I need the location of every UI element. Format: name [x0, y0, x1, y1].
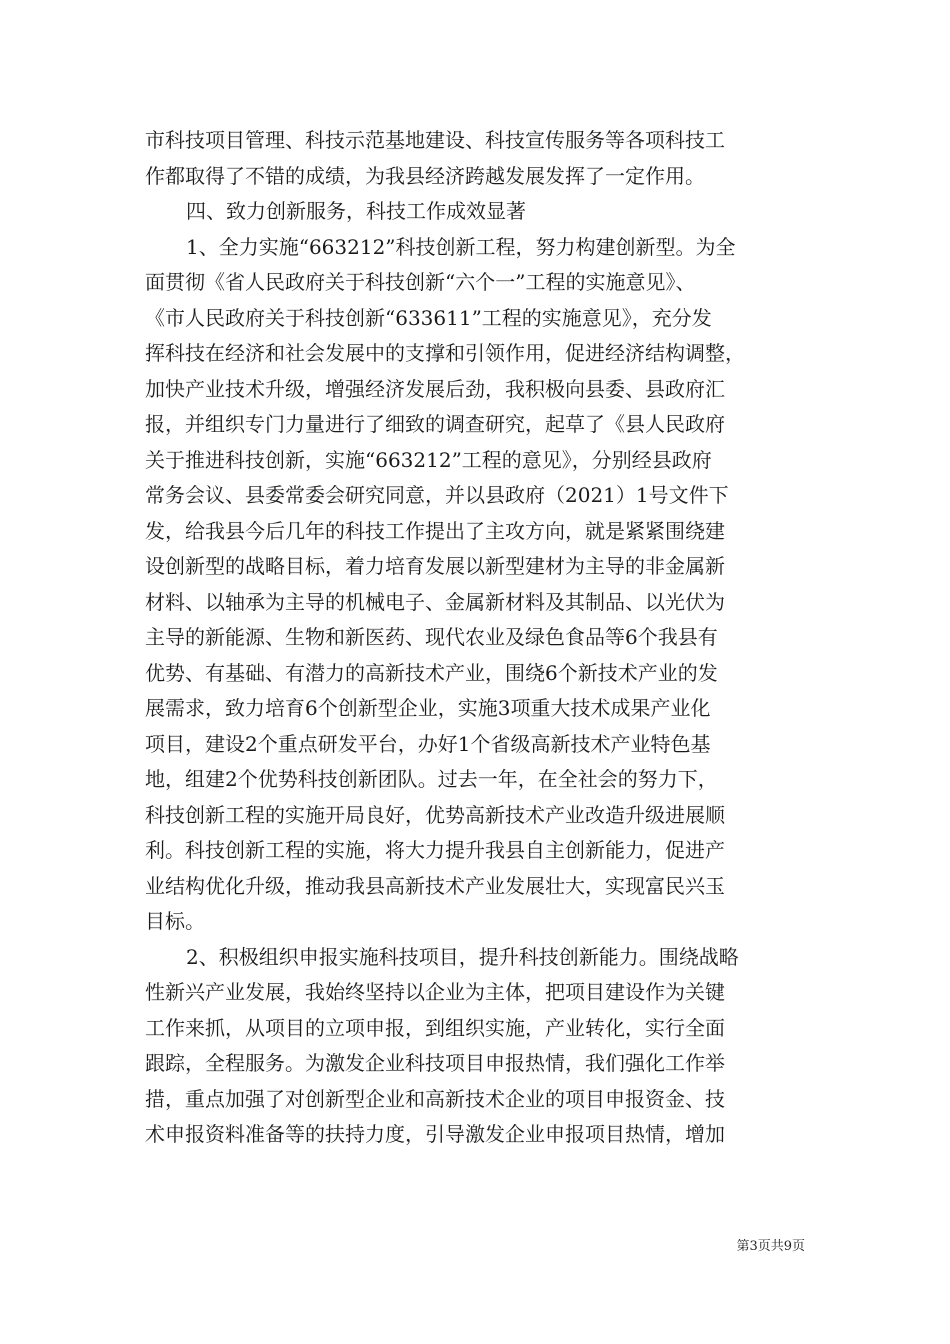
text-line: 关于推进科技创新，实施“663212”工程的意见》，分别经县政府: [145, 447, 712, 472]
paragraph-start-line: 2、积极组织申报实施科技项目，提升科技创新能力。围绕战略: [186, 944, 739, 969]
text-line: 作都取得了不错的成绩，为我县经济跨越发展发挥了一定作用。: [145, 163, 705, 188]
text-line: 措，重点加强了对创新型企业和高新技术企业的项目申报资金、技: [145, 1086, 725, 1111]
text-line: 性新兴产业发展，我始终坚持以企业为主体，把项目建设作为关键: [145, 980, 725, 1004]
text-line: 挥科技在经济和社会发展中的支撑和引领作用，促进经济结构调整，: [145, 341, 745, 365]
text-line: 设创新型的战略目标，着力培育发展以新型建材为主导的非金属新: [145, 554, 725, 578]
text-line: 项目，建设2个重点研发平台，办好1个省级高新技术产业特色基: [145, 731, 711, 756]
section-heading: 四、致力创新服务，科技工作成效显著: [186, 199, 526, 223]
text-line: 发，给我县今后几年的科技工作提出了主攻方向，就是紧紧围绕建: [145, 518, 725, 543]
text-line: 市科技项目管理、科技示范基地建设、科技宣传服务等各项科技工: [145, 128, 725, 152]
text-line: 利。科技创新工程的实施，将大力提升我县自主创新能力，促进产: [145, 838, 725, 862]
text-line: 报，并组织专门力量进行了细致的调查研究，起草了《县人民政府: [145, 412, 725, 436]
text-line: 主导的新能源、生物和新医药、现代农业及绿色食品等6个我县有: [145, 625, 718, 649]
text-line: 业结构优化升级，推动我县高新技术产业发展壮大，实现富民兴玉: [145, 873, 725, 898]
page-number-footer: 第3页共9页: [736, 1239, 805, 1254]
text-line: 术申报资料准备等的扶持力度，引导激发企业申报项目热情，增加: [145, 1122, 725, 1146]
text-line: 常务会议、县委常委会研究同意，并以县政府（2021）1号文件下: [145, 483, 729, 507]
text-line: 工作来抓，从项目的立项申报，到组织实施，产业转化，实行全面: [145, 1015, 725, 1040]
text-line: 材料、以轴承为主导的机械电子、金属新材料及其制品、以光伏为: [145, 589, 725, 614]
paragraph-start-line: 1、全力实施“663212”科技创新工程，努力构建创新型。为全: [186, 234, 736, 259]
body-text: [145, 123, 811, 1153]
text-line: 优势、有基础、有潜力的高新技术产业，围绕6个新技术产业的发: [145, 660, 718, 685]
text-line: 跟踪，全程服务。为激发企业科技项目申报热情，我们强化工作举: [145, 1051, 725, 1075]
text-line: 加快产业技术升级，增强经济发展后劲，我积极向县委、县政府汇: [145, 376, 725, 401]
text-line: 面贯彻《省人民政府关于科技创新“六个一”工程的实施意见》、: [145, 270, 696, 294]
text-line: 地，组建2个优势科技创新团队。过去一年，在全社会的努力下，: [145, 767, 718, 791]
text-line: 科技创新工程的实施开局良好，优势高新技术产业改造升级进展顺: [145, 802, 725, 827]
text-line: 目标。: [145, 909, 205, 933]
text-line: 《市人民政府关于科技创新“633611”工程的实施意见》，充分发: [145, 305, 712, 330]
text-line: 展需求，致力培育6个创新型企业，实施3项重大技术成果产业化: [145, 696, 711, 720]
